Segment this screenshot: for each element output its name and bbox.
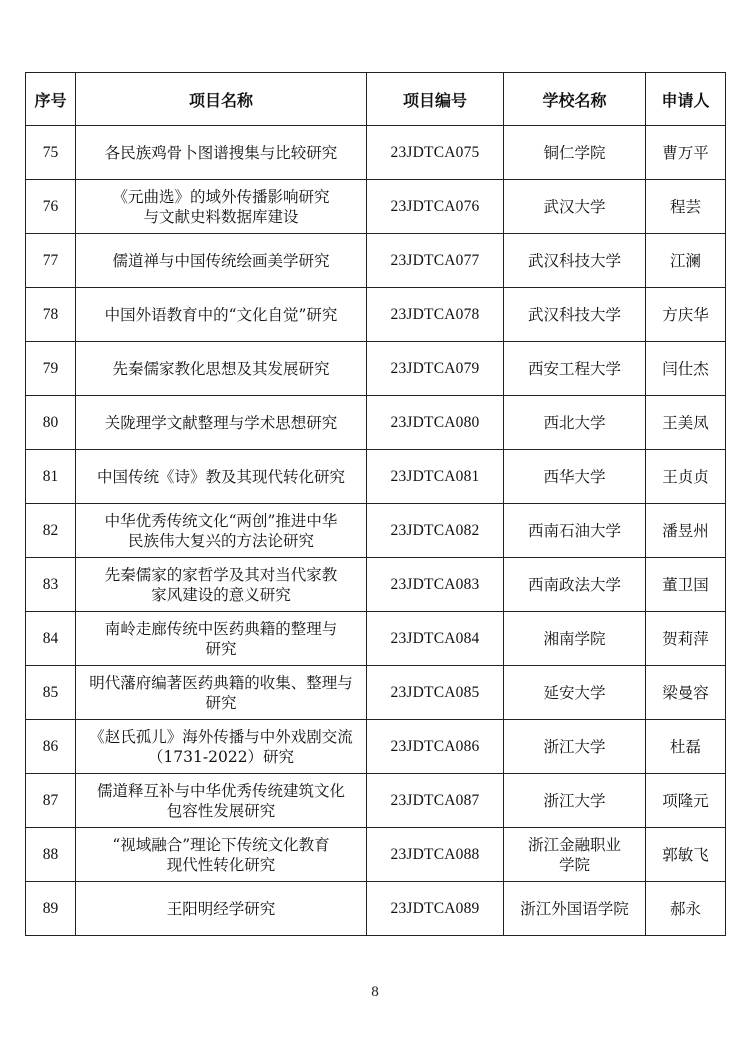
table-row [26, 558, 726, 612]
table-row [26, 342, 726, 396]
row-applicant: 杜磊 [646, 720, 726, 774]
row-index: 82 [26, 504, 76, 558]
school-name-line: 武汉科技大学 [527, 305, 621, 324]
table-header-row [26, 73, 726, 126]
table-row [26, 774, 726, 828]
row-index: 77 [26, 234, 76, 288]
table-row [26, 288, 726, 342]
row-school [504, 396, 646, 450]
row-project-name [76, 234, 367, 288]
project-name-line: 明代藩府编著医药典籍的收集、整理与 [89, 673, 353, 692]
project-name-line: 王阳明经学研究 [166, 899, 276, 918]
row-project-name [76, 720, 367, 774]
row-school [504, 666, 646, 720]
project-name-line: （1731-2022）研究 [147, 747, 295, 766]
table-row [26, 450, 726, 504]
project-name-line: 关陇理学文献整理与学术思想研究 [104, 413, 338, 432]
row-applicant: 郭敏飞 [646, 828, 726, 882]
project-name-line: 《赵氏孤儿》海外传播与中外戏剧交流 [89, 727, 353, 746]
row-school [504, 882, 646, 936]
row-project-code: 23JDTCA081 [367, 450, 504, 504]
table-body [26, 126, 726, 936]
row-project-code: 23JDTCA083 [367, 558, 504, 612]
header-school: 学校名称 [504, 73, 646, 126]
row-project-name [76, 882, 367, 936]
row-project-code: 23JDTCA082 [367, 504, 504, 558]
row-applicant: 王美凤 [646, 396, 726, 450]
row-project-code: 23JDTCA088 [367, 828, 504, 882]
row-applicant: 郝永 [646, 882, 726, 936]
project-name-line: 家风建设的意义研究 [151, 585, 291, 604]
row-school [504, 126, 646, 180]
school-name-line: 武汉大学 [543, 197, 606, 216]
row-index: 89 [26, 882, 76, 936]
project-name-line: 先秦儒家的家哲学及其对当代家教 [104, 565, 338, 584]
table-row [26, 180, 726, 234]
row-applicant: 潘昱州 [646, 504, 726, 558]
row-project-code: 23JDTCA077 [367, 234, 504, 288]
row-applicant: 程芸 [646, 180, 726, 234]
header-project-name: 项目名称 [76, 73, 367, 126]
school-name-line: 浙江金融职业 [527, 835, 621, 854]
row-index: 79 [26, 342, 76, 396]
row-school [504, 342, 646, 396]
row-index: 84 [26, 612, 76, 666]
row-school [504, 612, 646, 666]
row-school [504, 288, 646, 342]
school-name-line: 浙江大学 [543, 791, 606, 810]
school-name-line: 延安大学 [543, 683, 606, 702]
row-project-name [76, 666, 367, 720]
row-index: 88 [26, 828, 76, 882]
row-applicant: 曹万平 [646, 126, 726, 180]
row-project-code: 23JDTCA080 [367, 396, 504, 450]
row-project-name [76, 180, 367, 234]
project-name-line: 先秦儒家教化思想及其发展研究 [112, 359, 330, 378]
school-name-line: 浙江外国语学院 [520, 899, 629, 918]
row-index: 75 [26, 126, 76, 180]
project-name-line: 现代性转化研究 [166, 855, 276, 874]
project-name-line: 研究 [205, 693, 237, 712]
table-row [26, 720, 726, 774]
row-project-code: 23JDTCA076 [367, 180, 504, 234]
row-project-code: 23JDTCA075 [367, 126, 504, 180]
table-row [26, 126, 726, 180]
row-index: 87 [26, 774, 76, 828]
row-applicant: 王贞贞 [646, 450, 726, 504]
row-index: 81 [26, 450, 76, 504]
row-school [504, 450, 646, 504]
project-name-line: 与文献史料数据库建设 [143, 207, 299, 226]
project-name-line: 南岭走廊传统中医药典籍的整理与 [104, 619, 338, 638]
row-project-name [76, 450, 367, 504]
school-name-line: 西南石油大学 [527, 521, 621, 540]
row-project-name [76, 774, 367, 828]
row-project-code: 23JDTCA089 [367, 882, 504, 936]
table-row [26, 612, 726, 666]
row-school [504, 828, 646, 882]
row-project-name [76, 612, 367, 666]
table-row [26, 666, 726, 720]
project-table [25, 72, 726, 936]
row-project-name [76, 828, 367, 882]
project-name-line: 民族伟大复兴的方法论研究 [127, 531, 314, 550]
project-name-line: 包容性发展研究 [166, 801, 276, 820]
project-name-line: 儒道禅与中国传统绘画美学研究 [112, 251, 330, 270]
project-name-line: 《元曲选》的域外传播影响研究 [112, 187, 330, 206]
table-row [26, 396, 726, 450]
row-project-name [76, 342, 367, 396]
row-applicant: 梁曼容 [646, 666, 726, 720]
project-name-line: 中华优秀传统文化“两创”推进中华 [104, 511, 338, 530]
row-project-code: 23JDTCA084 [367, 612, 504, 666]
row-applicant: 贺莉萍 [646, 612, 726, 666]
header-index: 序号 [26, 73, 76, 126]
row-project-name [76, 126, 367, 180]
school-name-line: 学院 [558, 855, 590, 874]
row-school [504, 558, 646, 612]
header-applicant: 申请人 [646, 73, 726, 126]
project-name-line: 中国传统《诗》教及其现代转化研究 [96, 467, 345, 486]
page-number: 8 [371, 984, 379, 1000]
row-project-name [76, 396, 367, 450]
row-school [504, 234, 646, 288]
school-name-line: 武汉科技大学 [527, 251, 621, 270]
row-project-code: 23JDTCA086 [367, 720, 504, 774]
row-index: 86 [26, 720, 76, 774]
row-project-code: 23JDTCA078 [367, 288, 504, 342]
row-school [504, 720, 646, 774]
school-name-line: 西华大学 [543, 467, 606, 486]
project-name-line: “视域融合”理论下传统文化教育 [112, 835, 330, 854]
row-index: 83 [26, 558, 76, 612]
row-index: 78 [26, 288, 76, 342]
row-applicant: 方庆华 [646, 288, 726, 342]
school-name-line: 浙江大学 [543, 737, 606, 756]
school-name-line: 西南政法大学 [527, 575, 621, 594]
row-applicant: 闫仕杰 [646, 342, 726, 396]
row-school [504, 774, 646, 828]
row-applicant: 董卫国 [646, 558, 726, 612]
table-row [26, 234, 726, 288]
row-project-name [76, 504, 367, 558]
table-row [26, 504, 726, 558]
row-project-code: 23JDTCA085 [367, 666, 504, 720]
row-project-code: 23JDTCA079 [367, 342, 504, 396]
school-name-line: 湘南学院 [543, 629, 606, 648]
row-index: 85 [26, 666, 76, 720]
row-applicant: 江澜 [646, 234, 726, 288]
row-school [504, 504, 646, 558]
row-project-name [76, 558, 367, 612]
school-name-line: 西安工程大学 [527, 359, 621, 378]
school-name-line: 铜仁学院 [543, 143, 606, 162]
row-index: 76 [26, 180, 76, 234]
project-name-line: 各民族鸡骨卜图谱搜集与比较研究 [104, 143, 338, 162]
table-row [26, 828, 726, 882]
row-applicant: 项隆元 [646, 774, 726, 828]
project-name-line: 中国外语教育中的“文化自觉”研究 [104, 305, 338, 324]
project-name-line: 研究 [205, 639, 237, 658]
row-school [504, 180, 646, 234]
table-row [26, 882, 726, 936]
header-project-code: 项目编号 [367, 73, 504, 126]
project-name-line: 儒道释互补与中华优秀传统建筑文化 [96, 781, 345, 800]
row-project-name [76, 288, 367, 342]
school-name-line: 西北大学 [543, 413, 606, 432]
row-project-code: 23JDTCA087 [367, 774, 504, 828]
row-index: 80 [26, 396, 76, 450]
